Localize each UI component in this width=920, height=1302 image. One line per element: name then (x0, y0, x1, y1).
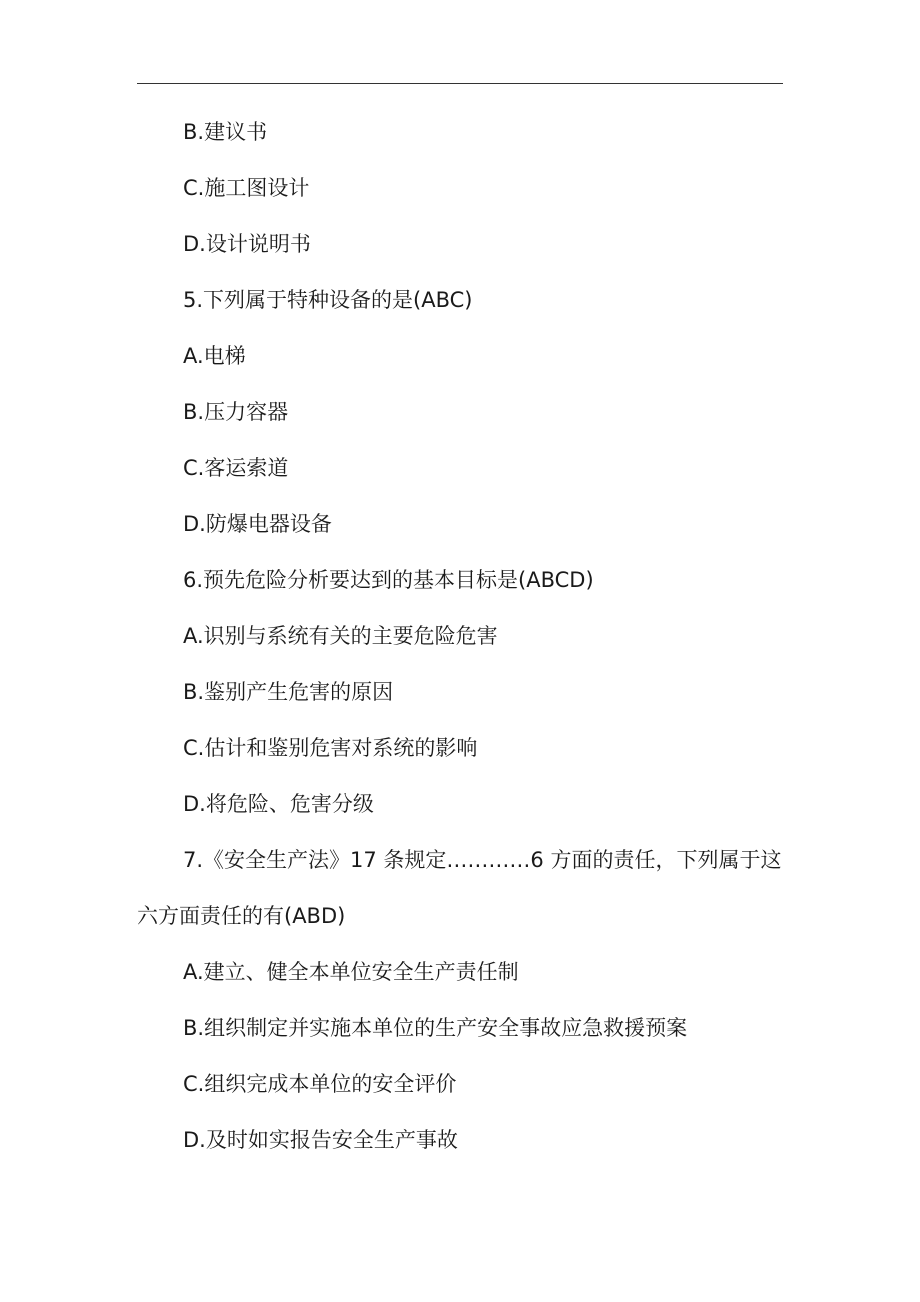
option-4d: D.设计说明书 (183, 232, 311, 256)
header-rule (137, 83, 783, 84)
option-4b: B.建议书 (183, 120, 268, 144)
option-4c: C.施工图设计 (183, 176, 310, 200)
question-7-line-2: 六方面责任的有(ABD) (137, 904, 346, 928)
option-7c: C.组织完成本单位的安全评价 (183, 1072, 457, 1096)
option-5c: C.客运索道 (183, 456, 289, 480)
question-7-line-1: 7.《安全生产法》17 条规定…………6 方面的责任，下列属于这 (183, 848, 782, 872)
option-6a: A.识别与系统有关的主要危险危害 (183, 624, 498, 648)
question-6: 6.预先危险分析要达到的基本目标是(ABCD) (183, 568, 594, 592)
option-7d: D.及时如实报告安全生产事故 (183, 1128, 458, 1152)
option-5d: D.防爆电器设备 (183, 512, 332, 536)
option-6d: D.将危险、危害分级 (183, 792, 374, 816)
option-6c: C.估计和鉴别危害对系统的影响 (183, 736, 478, 760)
document-body (137, 104, 787, 1168)
option-7a: A.建立、健全本单位安全生产责任制 (183, 960, 519, 984)
option-7b: B.组织制定并实施本单位的生产安全事故应急救援预案 (183, 1016, 688, 1040)
option-5a: A.电梯 (183, 344, 246, 368)
option-5b: B.压力容器 (183, 400, 289, 424)
option-6b: B.鉴别产生危害的原因 (183, 680, 394, 704)
question-5: 5.下列属于特种设备的是(ABC) (183, 288, 473, 312)
